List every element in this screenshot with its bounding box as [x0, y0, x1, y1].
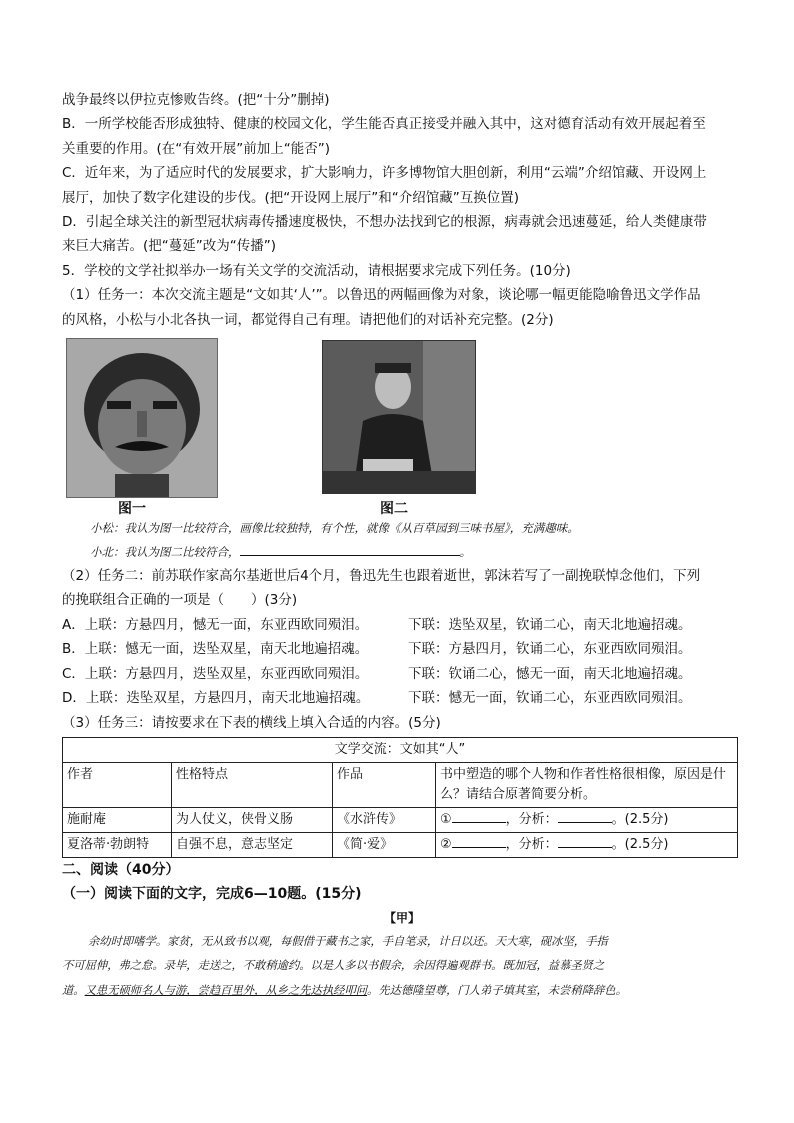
xiaobei-dialogue: 小北：我认为图二比较符合， 。	[90, 545, 471, 560]
q4-option-c-line1: C．近年来，为了适应时代的发展要求，扩大影响力，许多博物馆大胆创新，利用“云端”介绍馆藏、开设网上	[62, 165, 707, 182]
q4-option-d-line2: 来巨大痛苦。(把“蔓延”改为“传播”)	[62, 238, 277, 255]
answer-blank[interactable]	[240, 543, 460, 556]
xiaosong-dialogue: 小松：我认为图一比较符合，画像比较独特，有个性，就像《从百草园到三味书屋》，充满趣味。	[90, 521, 579, 536]
portrait-figures	[62, 338, 742, 516]
couplet-option-c[interactable]: C．上联：方悬四月，迭坠双星，东亚西欧同殒泪。 下联：钦诵二心，憾无一面，南天北地遍招魂。	[62, 665, 692, 682]
section-2-subtitle: （一）阅读下面的文字，完成6—10题。(15分)	[62, 885, 362, 902]
passage-line: 道。又患无硕师名人与游，尝趋百里外，从乡之先达执经叩问。先达德隆望尊，门人弟子填其室，未尝稍降辞色。	[62, 983, 627, 997]
literature-table	[62, 737, 738, 858]
q4-option-a-end: 战争最终以伊拉克惨败告终。(把“十分”删掉)	[62, 92, 330, 108]
table-header-author: 作者	[63, 762, 172, 807]
answer-blank[interactable]	[558, 810, 612, 823]
table-header-question: 书中塑造的哪个人物和作者性格很相像，原因是什么？请结合原著简要分析。	[436, 762, 738, 807]
q5-stem: 5．学校的文学社拟举办一场有关文学的交流活动，请根据要求完成下列任务。(10分)	[62, 262, 571, 279]
answer-blank[interactable]	[452, 810, 506, 823]
q4-option-d-line1: D．引起全球关注的新型冠状病毒传播速度极快，不想办法找到它的根源，病毒就会迅速蔓延，给人类健康带	[62, 214, 707, 231]
task2-line1: （2）任务二：前苏联作家高尔基逝世后4个月，鲁迅先生也跟着逝世，郭沫若写了一副挽联悼念他们，下列	[62, 568, 701, 585]
figure-1-caption: 图一	[118, 501, 146, 518]
couplet-option-a[interactable]: A．上联：方悬四月，憾无一面，东亚西欧同殒泪。 下联：迭坠双星，钦诵二心，南天北地遍招魂。	[62, 616, 692, 633]
passage-jia-label: 【甲】	[383, 910, 420, 925]
couplet-option-d[interactable]: D．上联：迭坠双星，方悬四月，南天北地遍招魂。 下联：憾无一面，钦诵二心，东亚西欧同殒泪。	[62, 690, 692, 707]
figure-2-caption: 图二	[380, 501, 408, 518]
passage-line: 余幼时即嗜学。家贫，无从致书以观，每假借于藏书之家，手自笔录，计日以还。天大寒，砚冰坚，手指	[88, 934, 608, 948]
task1-line2: 的风格，小松与小北各执一词，都觉得自己有理。请把他们的对话补充完整。(2分)	[62, 311, 554, 328]
underlined-sentence: 又患无硕师名人与游，尝趋百里外，从乡之先达执经叩问	[84, 983, 368, 997]
passage-line: 不可屈伸，弗之怠。录毕，走送之，不敢稍逾约。以是人多以书假余，余因得遍观群书。既加冠，益慕圣贤之	[62, 959, 605, 973]
section-2-title: 二、阅读（40分）	[62, 861, 180, 878]
exam-page	[62, 88, 742, 1003]
table-row: 夏洛蒂·勃朗特 自强不息，意志坚定 《简·爱》 ② ，分析： 。(2.5分)	[63, 832, 738, 857]
task1-line1: （1）任务一：本次交流主题是“文如其‘人’”。以鲁迅的两幅画像为对象，谈论哪一幅更能隐喻鲁迅文学作品	[62, 287, 701, 304]
table-header-trait: 性格特点	[172, 762, 333, 807]
task2-line2: 的挽联组合正确的一项是（ ）(3分)	[62, 592, 298, 609]
q4-option-c-line2: 展厅，加快了数字化建设的步伐。(把“开设网上展厅”和“介绍馆藏”互换位置)	[62, 189, 520, 206]
table-row: 施耐庵 为人仗义，侠骨义肠 《水浒传》 ① ，分析： 。(2.5分)	[63, 807, 738, 832]
task3-line: （3）任务三：请按要求在下表的横线上填入合适的内容。(5分)	[62, 714, 441, 731]
portrait-caricature-image	[66, 338, 218, 498]
q4-option-b-line1: B．一所学校能否形成独特、健康的校园文化，学生能否真正接受并融入其中，这对德育活动有效开展起着至	[62, 116, 706, 133]
table-title: 文学交流：文如其“人”	[63, 737, 738, 762]
answer-blank[interactable]	[452, 835, 506, 848]
couplet-option-b[interactable]: B．上联：憾无一面，迭坠双星，南天北地遍招魂。 下联：方悬四月，钦诵二心，东亚西欧同殒泪。	[62, 641, 692, 658]
table-header-work: 作品	[333, 762, 436, 807]
q4-option-b-line2: 关重要的作用。(在“有效开展”前加上“能否”)	[62, 140, 331, 157]
portrait-photo-image	[322, 340, 476, 494]
answer-blank[interactable]	[558, 835, 612, 848]
